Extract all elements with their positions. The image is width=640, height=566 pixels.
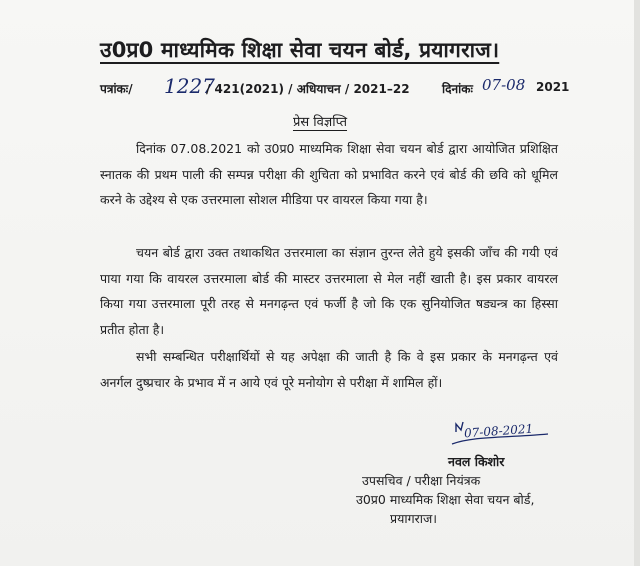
signatory-city: प्रयागराज। <box>390 511 438 526</box>
signatory-name: नवल किशोर <box>448 454 505 469</box>
notice-heading: प्रेस विज्ञप्ति <box>292 115 348 130</box>
date-handwritten: 07-08 <box>482 76 526 94</box>
reference-number-handwritten: 1227 <box>164 74 215 98</box>
date-year: 2021 <box>536 80 570 94</box>
signature-block <box>356 452 596 528</box>
signatory-organization: उ0प्र0 माध्यमिक शिक्षा सेवा चयन बोर्ड, <box>356 492 535 507</box>
page-edge-shadow <box>634 0 640 566</box>
notice-paragraph-2: चयन बोर्ड द्वारा उक्त तथाकथित उत्तरमाला का संज्ञान तुरन्त लेते हुये इसकी जाँच की गयी एवं पाया गया कि वायरल उत्तरमाला बोर्ड की मास्टर उत्तरमाला से मेल नहीं खाती है। इस प्रकार वायरल किया गया उत्तरमाला पूरी तरह से मनगढ़न्त एवं फर्जी है जो कि एक सुनियोजित षड्यन्त्र का हिस्सा प्रतीत होता है। <box>100 245 558 337</box>
notice-paragraph-3: सभी सम्बन्धित परीक्षार्थियों से यह अपेक्षा की जाती है कि वे इस प्रकार के मनगढ़न्त एवं अनर्गल दुष्प्रचार के प्रभाव में न आये एवं पूरे मनोयोग से परीक्षा में शामिल हों। <box>100 349 558 390</box>
reference-number-printed: / 421(2021) / अधियाचन / 2021–22 <box>206 82 410 96</box>
signature-date-handwritten: 07-08-2021 <box>463 421 534 441</box>
document-title: उ0प्र0 माध्यमिक शिक्षा सेवा चयन बोर्ड, प्रयागराज। <box>100 38 500 62</box>
notice-paragraph-1: दिनांक 07.08.2021 को उ0प्र0 माध्यमिक शिक्षा सेवा चयन बोर्ड द्वारा आयोजित प्रशिक्षित स्नातक की प्रथम पाली की सम्पन्न परीक्षा की शुचिता को प्रभावित करने एवं बोर्ड की छवि को धूमिल करने के उद्देश्य से एक उत्तरमाला सोशल मीडिया पर वायरल किया गया है। <box>100 141 558 207</box>
signatory-designation: उपसचिव / परीक्षा नियंत्रक <box>362 473 481 488</box>
date-label: दिनांकः <box>442 82 473 96</box>
reference-label: पत्रांकः/ <box>100 82 133 96</box>
reference-line <box>100 76 580 100</box>
